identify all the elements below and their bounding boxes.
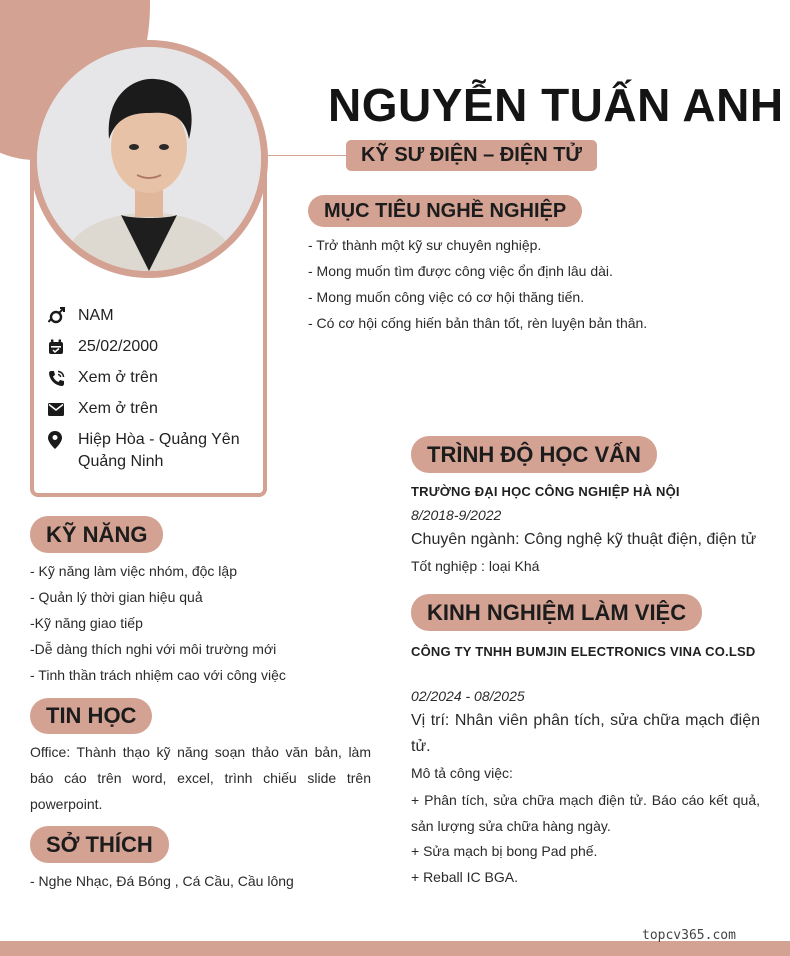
career-goal-item: - Mong muốn tìm được công việc ổn định lâu dài. [308, 263, 613, 279]
hobbies-list [30, 868, 294, 894]
experience-description-label: Mô tả công việc: [411, 765, 513, 781]
career-goal-list [308, 232, 647, 336]
experience-duty: + Sửa mạch bị bong Pad phế. [411, 843, 598, 859]
contact-address [48, 429, 240, 473]
education-period: 8/2018-9/2022 [411, 507, 502, 523]
watermark: topcv365.com [642, 928, 736, 943]
skill-item: -Kỹ năng giao tiếp [30, 615, 143, 631]
education-grade: Tốt nghiệp : loại Khá [411, 558, 540, 574]
skill-item: - Tinh thần trách nhiệm cao với công việc [30, 667, 286, 683]
location-icon [48, 429, 78, 451]
contact-email [48, 398, 240, 420]
education-major: Chuyên ngành: Công nghệ kỹ thuật điện, điện tử [411, 531, 757, 548]
contact-birthday-text: 25/02/2000 [78, 338, 159, 355]
career-goal-heading: MỤC TIÊU NGHỀ NGHIỆP [308, 195, 582, 227]
bottom-accent-bar [0, 941, 790, 956]
title-connector-line [268, 155, 348, 156]
career-goal-item: - Mong muốn công việc có cơ hội thăng tiến. [308, 289, 585, 305]
experience-heading: KINH NGHIỆM LÀM VIỆC [411, 594, 702, 631]
contact-gender-text: NAM [78, 307, 114, 324]
job-title-badge: KỸ SƯ ĐIỆN – ĐIỆN TỬ [346, 140, 597, 171]
career-goal-item: - Trở thành một kỹ sư chuyên nghiệp. [308, 237, 542, 253]
contact-email-text: Xem ở trên [78, 400, 158, 417]
skills-heading: KỸ NĂNG [30, 516, 163, 553]
experience-period: 02/2024 - 08/2025 [411, 688, 525, 704]
skill-item: - Kỹ năng làm việc nhóm, độc lập [30, 563, 237, 579]
contact-address-line-1: Hiệp Hòa - Quảng Yên [78, 431, 240, 448]
contact-list [48, 305, 240, 482]
email-icon [48, 398, 78, 420]
experience-position: Vị trí: Nhân viên phân tích, sửa chữa mạch điện tử. [411, 712, 760, 755]
profile-photo [37, 47, 261, 271]
skill-item: -Dễ dàng thích nghi với môi trường mới [30, 641, 277, 657]
skills-list [30, 558, 286, 688]
hobbies-heading: SỞ THÍCH [30, 826, 169, 863]
contact-phone [48, 367, 240, 389]
career-goal-item: - Có cơ hội cống hiến bản thân tốt, rèn luyện bản thân. [308, 315, 648, 331]
computing-text: Office: Thành thạo kỹ năng soạn thảo văn bản, làm báo cáo trên word, excel, trình chiếu slide trên powerpoint. [30, 744, 371, 812]
school-name: TRƯỜNG ĐẠI HỌC CÔNG NGHIỆP HÀ NỘI [411, 484, 680, 499]
profile-photo-frame [30, 40, 268, 278]
gender-icon [48, 305, 78, 327]
education-heading: TRÌNH ĐỘ HỌC VẤN [411, 436, 657, 473]
skill-item: - Quản lý thời gian hiệu quả [30, 589, 203, 605]
contact-gender [48, 305, 240, 327]
calendar-icon [48, 336, 78, 358]
computing-heading: TIN HỌC [30, 698, 152, 734]
contact-address-line-2: Quảng Ninh [78, 453, 164, 470]
company-name: CÔNG TY TNHH BUMJIN ELECTRONICS VINA CO.LSD [411, 644, 756, 659]
contact-birthday [48, 336, 240, 358]
experience-duty: + Phân tích, sửa chữa mạch điện tử. Báo cáo kết quả, sản lượng sửa chữa hàng ngày. [411, 792, 760, 834]
phone-icon [48, 367, 78, 389]
experience-duty: + Reball IC BGA. [411, 869, 518, 885]
candidate-name: NGUYỄN TUẤN ANH [328, 79, 784, 131]
hobbies-text: - Nghe Nhạc, Đá Bóng , Cá Cầu, Cầu lông [30, 873, 294, 889]
contact-phone-text: Xem ở trên [78, 369, 158, 386]
